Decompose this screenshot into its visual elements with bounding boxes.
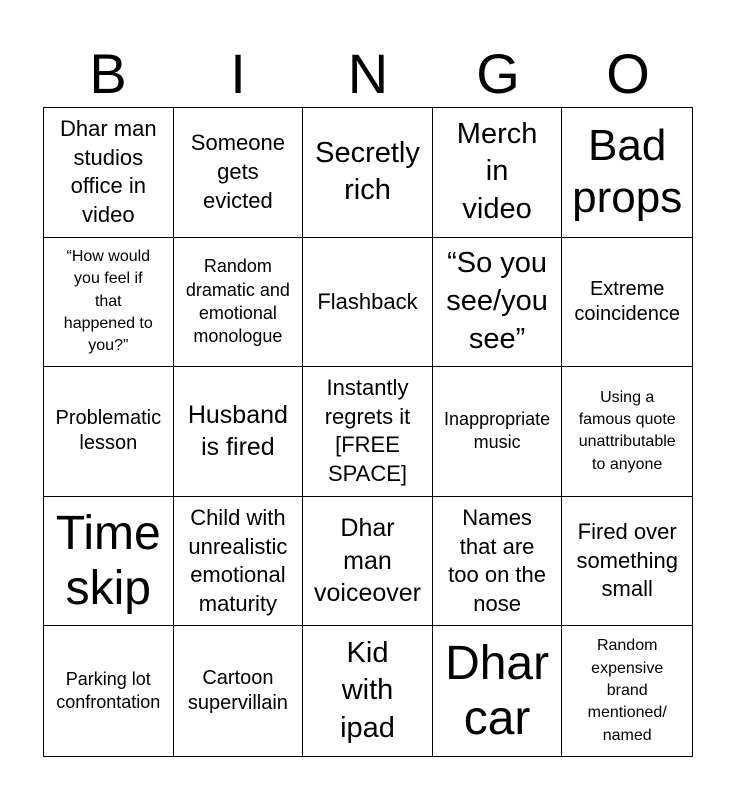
bingo-cell-r4-c4[interactable]	[433, 497, 563, 627]
bingo-cell-r2-c2[interactable]	[174, 238, 304, 368]
header-letter-b: B	[89, 42, 127, 105]
bingo-cell-text: Dhar man studios office in video	[60, 116, 157, 227]
bingo-cell-r5-c2[interactable]	[174, 626, 304, 756]
bingo-cell-r3-c5[interactable]	[562, 367, 692, 497]
bingo-cell-text: Parking lot confrontation	[56, 668, 161, 713]
bingo-cell-text: Random dramatic and emotional monologue	[185, 256, 290, 347]
bingo-cell-text: Using a famous quote unattributable to anyone	[578, 388, 676, 473]
bingo-cell-text: Husband is fired	[187, 400, 288, 462]
bingo-cell-text: Merch in video	[456, 117, 538, 226]
bingo-cell-text: “So you see/you see”	[446, 247, 548, 355]
bingo-cell-r4-c2[interactable]	[174, 497, 304, 627]
bingo-cell-r3-c4[interactable]	[433, 367, 563, 497]
bingo-cell-text: Child with unrealistic emotional maturity	[188, 504, 288, 616]
bingo-cell-r1-c4[interactable]	[433, 108, 563, 238]
bingo-cell-r3-c3[interactable]	[303, 367, 433, 497]
bingo-cell-r5-c3[interactable]	[303, 626, 433, 756]
bingo-cell-text: Kid with ipad	[340, 636, 395, 745]
bingo-cell-text: Someone gets evicted	[190, 130, 285, 213]
bingo-cell-r2-c4[interactable]	[433, 238, 563, 368]
bingo-cell-text: Instantly regrets it [FREE SPACE]	[324, 375, 411, 487]
bingo-cell-r4-c1[interactable]	[44, 497, 174, 627]
header-letter-n: N	[347, 42, 389, 105]
bingo-cell-text: Bad props	[572, 120, 683, 223]
bingo-cell-r4-c5[interactable]	[562, 497, 692, 627]
bingo-cell-r3-c1[interactable]	[44, 367, 174, 497]
bingo-cell-r5-c5[interactable]	[562, 626, 692, 756]
bingo-cell-text: Secretly rich	[315, 136, 420, 207]
bingo-cell-text: Cartoon supervillain	[187, 667, 288, 715]
bingo-cell-text: Random expensive brand mentioned/ named	[587, 637, 667, 744]
bingo-cell-text: Flashback	[317, 288, 418, 314]
bingo-cell-text: “How would you feel if that happened to you?”	[63, 247, 153, 355]
bingo-cell-text: Names that are too on the nose	[448, 504, 547, 616]
bingo-cell-text: Dhar car	[445, 637, 550, 746]
bingo-cell-r1-c3[interactable]	[303, 108, 433, 238]
bingo-cell-r4-c3[interactable]	[303, 497, 433, 627]
bingo-cell-r2-c1[interactable]	[44, 238, 174, 368]
bingo-grid	[43, 107, 693, 757]
header-letter-g: G	[476, 42, 520, 105]
bingo-cell-r1-c5[interactable]	[562, 108, 692, 238]
bingo-cell-text: Time skip	[55, 506, 161, 616]
bingo-cell-text: Extreme coincidence	[574, 277, 680, 325]
header-letter-i: I	[230, 42, 246, 105]
bingo-cell-r5-c1[interactable]	[44, 626, 174, 756]
bingo-cell-text: Dhar man voiceover	[313, 514, 421, 608]
bingo-cell-r1-c2[interactable]	[174, 108, 304, 238]
bingo-cell-r1-c1[interactable]	[44, 108, 174, 238]
bingo-cell-text: Problematic lesson	[55, 407, 162, 455]
bingo-cell-r3-c2[interactable]	[174, 367, 304, 497]
bingo-cell-r2-c3[interactable]	[303, 238, 433, 368]
bingo-cell-r5-c4[interactable]	[433, 626, 563, 756]
bingo-header	[43, 40, 693, 108]
bingo-cell-text: Inappropriate music	[444, 409, 551, 453]
header-letter-o: O	[606, 42, 650, 105]
bingo-cell-text: Fired over something small	[576, 519, 678, 602]
bingo-cell-r2-c5[interactable]	[562, 238, 692, 368]
